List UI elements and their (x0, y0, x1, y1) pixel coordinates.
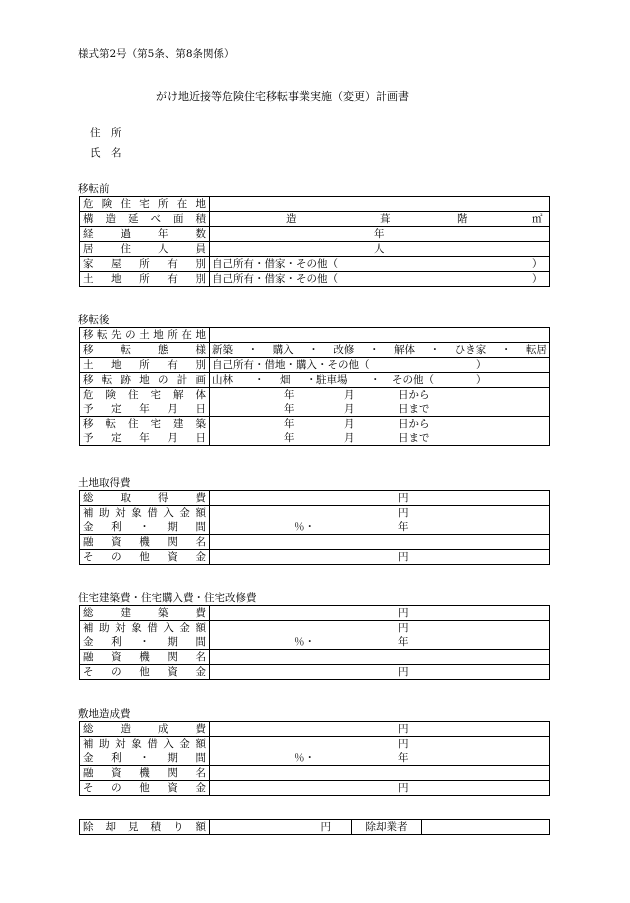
date-until: 日まで (398, 432, 430, 444)
label-lender: 融資機関名 (80, 535, 210, 550)
date-year: 年 (284, 418, 295, 430)
value-residents[interactable] (210, 242, 550, 257)
separator: ・ (247, 344, 259, 356)
percent-unit: ％・ (294, 521, 315, 533)
table-row (80, 373, 550, 388)
yen-unit: 円 (398, 666, 409, 678)
after-table (79, 327, 550, 446)
value-demolition-estimate[interactable] (210, 820, 352, 835)
value-total[interactable] (210, 722, 550, 737)
yen-unit: 円 (398, 492, 409, 504)
yen-unit: 円 (398, 782, 409, 794)
date-until: 日まで (398, 403, 430, 415)
date-from: 日から (398, 418, 430, 430)
value-rate[interactable] (210, 751, 550, 766)
label-other-funds: その他資金 (80, 550, 210, 565)
option-demolish: 解体 (394, 344, 416, 356)
table-row (80, 766, 550, 781)
table-row (80, 606, 550, 621)
table-row (80, 737, 550, 752)
option-parking: 駐車場 (316, 374, 348, 386)
yen-unit: 円 (398, 622, 409, 634)
value-loan[interactable] (210, 621, 550, 636)
label-loan: 補助対象借入金額 (80, 737, 210, 752)
value-demolish-until[interactable] (210, 402, 550, 417)
yen-unit: 円 (320, 821, 331, 833)
value-lender[interactable] (210, 535, 550, 550)
table-row (80, 820, 550, 835)
table-row (80, 535, 550, 550)
value-rate[interactable] (210, 635, 550, 650)
yen-unit: 円 (398, 507, 409, 519)
label-demolition-estimate: 除却見積り額 (80, 820, 210, 835)
label-total: 総取得費 (80, 491, 210, 506)
table-row (80, 328, 550, 343)
table-row (80, 491, 550, 506)
label-rate: 金利・期間 (80, 751, 210, 766)
label-lender: 融資機関名 (80, 650, 210, 665)
close-paren: ） (476, 374, 487, 386)
option-forest: 山林 (212, 374, 233, 386)
option-purchase: 購入 (272, 344, 294, 356)
label-location: 危険住宅所在地 (80, 197, 210, 212)
label-land-owner: 土地所有別 (80, 272, 210, 287)
separator: ・ (370, 374, 381, 386)
label-build: 移転住宅建築 (80, 417, 210, 432)
structure-kind: 造 (286, 213, 297, 225)
house-owner-options: 自己所有・借家・その他（ (212, 258, 338, 270)
table-row (80, 621, 550, 636)
value-age[interactable] (210, 227, 550, 242)
yen-unit: 円 (398, 551, 409, 563)
form-number: 様式第2号（第5条、第8条関係） (78, 48, 235, 60)
table-row (80, 550, 550, 565)
table-row (80, 751, 550, 766)
section-before-heading: 移転前 (78, 183, 110, 195)
age-unit: 年 (374, 228, 385, 240)
value-rate[interactable] (210, 520, 550, 535)
date-month: 月 (344, 418, 355, 430)
table-row (80, 212, 550, 227)
label-other-funds: その他資金 (80, 781, 210, 796)
value-other-funds[interactable] (210, 550, 550, 565)
value-lender[interactable] (210, 650, 550, 665)
label-loan: 補助対象借入金額 (80, 506, 210, 521)
section-site-cost-heading: 敷地造成費 (78, 708, 131, 720)
table-row (80, 257, 550, 272)
yen-unit: 円 (398, 738, 409, 750)
value-total[interactable] (210, 491, 550, 506)
date-month: 月 (344, 389, 355, 401)
table-row (80, 197, 550, 212)
document-title: がけ地近接等危険住宅移転事業実施（変更）計画書 (156, 90, 409, 103)
option-move: 転居 (525, 344, 547, 356)
close-paren: ） (532, 273, 543, 285)
value-loan[interactable] (210, 737, 550, 752)
separator: ・ (306, 374, 317, 386)
label-demolish: 危険住宅解体 (80, 388, 210, 403)
value-land-owner[interactable] (210, 358, 550, 373)
value-contractor[interactable] (422, 820, 550, 835)
mode-options (212, 343, 547, 357)
date-year: 年 (284, 389, 295, 401)
table-row (80, 242, 550, 257)
label-structure: 構造延べ面積 (80, 212, 210, 227)
close-paren: ） (476, 359, 487, 371)
section-land-cost-heading: 土地取得費 (78, 477, 131, 489)
table-row (80, 431, 550, 446)
table-row (80, 781, 550, 796)
date-year: 年 (284, 432, 295, 444)
demolition-estimate-table (79, 819, 550, 835)
value-destination[interactable] (210, 328, 550, 343)
before-table (79, 196, 550, 287)
table-row (80, 358, 550, 373)
value-mode[interactable] (210, 343, 550, 358)
table-row (80, 506, 550, 521)
section-build-cost-heading: 住宅建築費・住宅購入費・住宅改修費 (78, 592, 257, 604)
close-paren: ） (532, 258, 543, 270)
label-total: 総造成費 (80, 722, 210, 737)
percent-unit: ％・ (294, 752, 315, 764)
value-house-owner[interactable] (210, 257, 550, 272)
date-month: 月 (344, 403, 355, 415)
value-structure[interactable] (210, 212, 550, 227)
label-contractor: 除却業者 (352, 820, 422, 835)
land-owner-options: 自己所有・借家・その他（ (212, 273, 338, 285)
yen-unit: 円 (398, 723, 409, 735)
site-cost-table (79, 721, 550, 796)
label-loan: 補助対象借入金額 (80, 621, 210, 636)
table-row (80, 722, 550, 737)
label-house-owner: 家屋所有別 (80, 257, 210, 272)
year-unit: 年 (398, 752, 409, 764)
separator: ・ (500, 344, 512, 356)
table-row (80, 650, 550, 665)
label-age: 経過年数 (80, 227, 210, 242)
separator: ・ (429, 344, 441, 356)
label-rate: 金利・期間 (80, 520, 210, 535)
address-label: 住 所 (90, 127, 122, 139)
label-other-funds: その他資金 (80, 665, 210, 680)
label-rate: 金利・期間 (80, 635, 210, 650)
date-from: 日から (398, 389, 430, 401)
table-row (80, 417, 550, 432)
yen-unit: 円 (398, 607, 409, 619)
name-label: 氏 名 (90, 147, 122, 159)
label-residents: 居住人員 (80, 242, 210, 257)
value-loan[interactable] (210, 506, 550, 521)
option-new-build: 新築 (212, 344, 233, 356)
section-after-heading: 移転後 (78, 314, 110, 326)
table-row (80, 343, 550, 358)
label-land-owner: 土地所有別 (80, 358, 210, 373)
separator: ・ (368, 344, 380, 356)
table-row (80, 665, 550, 680)
residents-unit: 人 (374, 243, 385, 255)
table-row (80, 520, 550, 535)
table-row (80, 272, 550, 287)
value-total[interactable] (210, 606, 550, 621)
label-total: 総建築費 (80, 606, 210, 621)
label-build-date: 予定年月日 (80, 431, 210, 446)
year-unit: 年 (398, 636, 409, 648)
year-unit: 年 (398, 521, 409, 533)
table-row (80, 635, 550, 650)
structure-roof: 葺 (380, 213, 391, 225)
option-relocate-house: ひき家 (454, 344, 487, 356)
land-options: 自己所有・借地・購入・その他（ (212, 359, 370, 371)
label-mode: 移転態様 (80, 343, 210, 358)
table-row (80, 388, 550, 403)
structure-area-unit: ㎡ (532, 213, 543, 225)
value-land-owner[interactable] (210, 272, 550, 287)
label-lender: 融資機関名 (80, 766, 210, 781)
value-location[interactable] (210, 197, 550, 212)
label-destination: 移転先の土地所在地 (80, 328, 210, 343)
separator: ・ (254, 374, 265, 386)
value-demolish-from[interactable] (210, 388, 550, 403)
value-site-plan[interactable] (210, 373, 550, 388)
value-lender[interactable] (210, 766, 550, 781)
structure-floors: 階 (457, 213, 468, 225)
land-cost-table (79, 490, 550, 565)
value-other-funds[interactable] (210, 781, 550, 796)
label-demolish-date: 予定年月日 (80, 402, 210, 417)
date-year: 年 (284, 403, 295, 415)
percent-unit: ％・ (294, 636, 315, 648)
value-build-until[interactable] (210, 431, 550, 446)
build-cost-table (79, 605, 550, 680)
value-other-funds[interactable] (210, 665, 550, 680)
table-row (80, 402, 550, 417)
option-other: その他（ (392, 374, 434, 386)
table-row (80, 227, 550, 242)
option-field: 畑 (280, 374, 291, 386)
value-build-from[interactable] (210, 417, 550, 432)
date-month: 月 (344, 432, 355, 444)
label-site-plan: 移転跡地の計画 (80, 373, 210, 388)
separator: ・ (308, 344, 319, 356)
option-renovate: 改修 (333, 344, 355, 356)
